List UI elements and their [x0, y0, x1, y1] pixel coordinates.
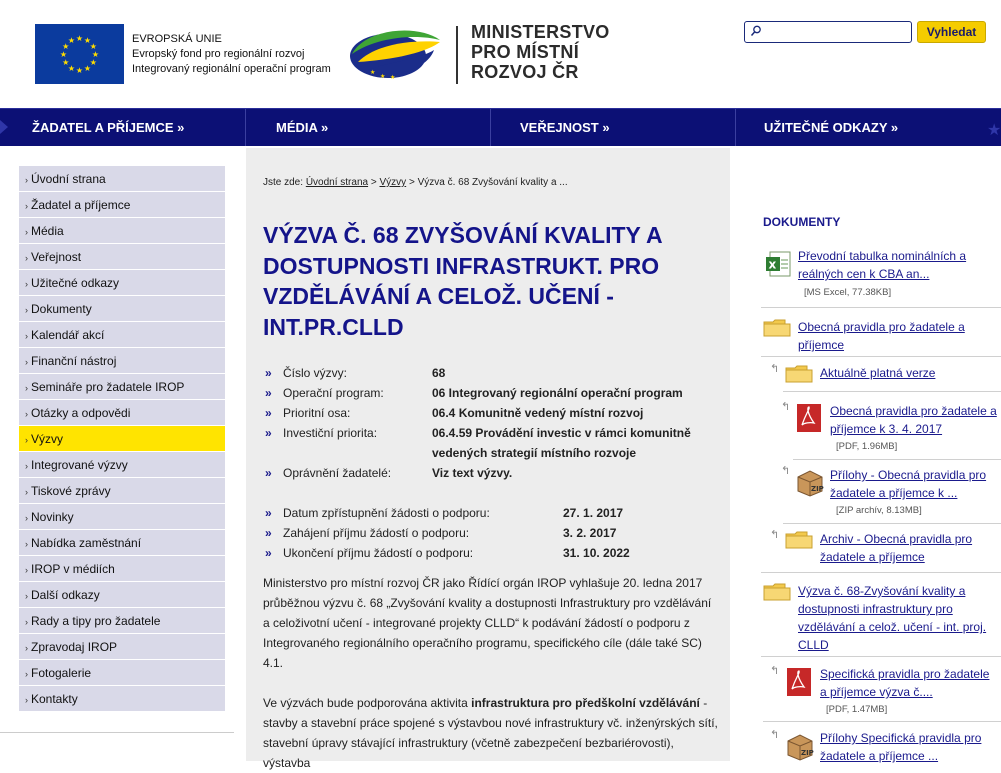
folder-icon: [785, 364, 813, 384]
breadcrumb-separator: >: [370, 177, 377, 188]
chevron-double-icon: »: [265, 466, 272, 480]
search-button[interactable]: Vyhledat: [917, 21, 986, 43]
sidebar-item-seminars[interactable]: › Semináře pro žadatele IROP: [19, 374, 225, 400]
document-link[interactable]: Obecná pravidla pro žadatele a příjemce k 3. 4. 2017: [830, 404, 997, 436]
search-input[interactable]: [744, 21, 912, 43]
svg-text:★: ★: [89, 42, 97, 51]
info-label: Číslo výzvy:: [283, 366, 348, 380]
document-link[interactable]: Specifická pravidla pro žadatele a příjemce výzva č....: [820, 667, 990, 699]
site-header: [0, 0, 1001, 108]
chevron-right-icon: ›: [25, 175, 28, 185]
info-label: Operační program:: [283, 386, 384, 400]
divider: [783, 523, 1001, 524]
sidebar-item-news[interactable]: › Novinky: [19, 504, 225, 530]
info-value: 06.4 Komunitně vedený místní rozvoj: [432, 406, 644, 420]
eu-flag-logo: [35, 24, 124, 84]
folder-icon: [763, 582, 791, 602]
svg-text:★: ★: [380, 73, 386, 80]
sidebar-item-calls[interactable]: › Výzvy: [19, 426, 225, 452]
document-link[interactable]: Archiv - Obecná pravidla pro žadatele a příjemce: [820, 532, 973, 564]
nav-separator: [245, 109, 246, 146]
svg-text:★: ★: [59, 50, 68, 59]
chevron-right-icon: ›: [25, 487, 28, 497]
chevron-right-icon: ›: [25, 617, 28, 627]
info-label: Investiční priorita:: [283, 426, 378, 440]
eu-program: Integrovaný regionální operační program: [132, 63, 331, 75]
document-link[interactable]: Aktuálně platná verze: [820, 366, 936, 380]
folder-icon: [785, 530, 813, 550]
date-value: 3. 2. 2017: [563, 526, 617, 540]
ministry-name: [471, 22, 610, 82]
sidebar-item-documents[interactable]: › Dokumenty: [19, 296, 225, 322]
chevron-double-icon: »: [265, 526, 272, 540]
document-link[interactable]: Převodní tabulka nominálních a reálných cen k CBA an...: [798, 249, 967, 281]
date-label: Zahájení příjmu žádostí o podporu:: [283, 526, 470, 540]
document-link[interactable]: Výzva č. 68-Zvyšování kvality a dostupnosti infrastruktury pro vzdělávání a celož. učení - int. proj. CLLD: [798, 584, 987, 652]
svg-text:★: ★: [390, 74, 396, 81]
document-meta: [ZIP archív, 8.13MB]: [836, 505, 922, 516]
chevron-right-icon: ›: [25, 591, 28, 601]
svg-text:★: ★: [987, 120, 1001, 139]
svg-text:★: ★: [67, 64, 76, 73]
info-label: Prioritní osa:: [283, 406, 351, 420]
nav-useful-links[interactable]: UŽITEČNÉ ODKAZY »: [764, 120, 899, 135]
sidebar-item-irop-media[interactable]: › IROP v médiích: [19, 556, 225, 582]
svg-text:ZIP: ZIP: [811, 485, 824, 493]
svg-text:★: ★: [75, 34, 84, 43]
divider: [793, 459, 1001, 460]
nav-left-star-icon: [0, 109, 16, 146]
eu-title: EVROPSKÁ UNIE: [132, 33, 222, 45]
logo-divider: [456, 26, 458, 84]
sidebar-item-media[interactable]: › Média: [19, 218, 225, 244]
breadcrumb: [263, 177, 568, 188]
divider: [761, 356, 1001, 357]
chevron-right-icon: ›: [25, 357, 28, 367]
svg-text:★: ★: [91, 50, 100, 59]
info-value: 06.4.59 Provádění investic v rámci komunitně vedených strategií místního rozvoje: [432, 426, 691, 460]
sidebar-item-tips[interactable]: › Rady a tipy pro žadatele: [19, 608, 225, 634]
document-meta: [PDF, 1.96MB]: [836, 441, 898, 452]
chevron-right-icon: ›: [25, 565, 28, 575]
chevron-right-icon: ›: [25, 409, 28, 419]
chevron-double-icon: »: [265, 386, 272, 400]
zip-archive-icon: [795, 467, 825, 497]
date-value: 31. 10. 2022: [563, 546, 630, 560]
sidebar-item-contacts[interactable]: › Kontakty: [19, 686, 225, 712]
breadcrumb-home-link[interactable]: Úvodní strana: [305, 177, 369, 188]
eu-text: [132, 32, 331, 77]
divider: [761, 572, 1001, 573]
chevron-right-icon: ›: [25, 201, 28, 211]
chevron-right-icon: ›: [25, 383, 28, 393]
excel-file-icon: [765, 251, 791, 277]
date-value: 27. 1. 2017: [563, 506, 624, 520]
sidebar-item-public[interactable]: › Veřejnost: [19, 244, 225, 270]
activity-paragraph: Ve výzvách bude podporována aktivita infrastruktura pro předškolní vzdělávání - stavby a stavební práce spojené s výstavbou nové infrastruktury vč. inženýrských sítí, stavební úpravy stávající infrastruktury (včetně zabezpečení bezbariérovosti), výstavba: [263, 696, 718, 770]
svg-text:★: ★: [83, 64, 92, 73]
chevron-double-icon: »: [265, 366, 272, 380]
sidebar-item-jobs[interactable]: › Nabídka zaměstnání: [19, 530, 225, 556]
ministry-line-2: PRO MÍSTNÍ: [471, 42, 580, 62]
chevron-right-icon: ›: [25, 331, 28, 341]
sidebar-item-newsletter[interactable]: › Zpravodaj IROP: [19, 634, 225, 660]
breadcrumb-separator: >: [408, 177, 415, 188]
nav-public[interactable]: VEŘEJNOST »: [520, 120, 610, 135]
sidebar-divider: [0, 732, 234, 733]
tree-indent-icon: ↰: [770, 665, 780, 677]
nav-media[interactable]: MÉDIA »: [276, 120, 329, 135]
sidebar-item-press[interactable]: › Tiskové zprávy: [19, 478, 225, 504]
breadcrumb-calls-link[interactable]: Výzvy: [379, 177, 407, 188]
sidebar-item-home[interactable]: › Úvodní strana: [19, 166, 225, 192]
svg-text:★: ★: [62, 42, 70, 51]
chevron-double-icon: »: [265, 406, 272, 420]
main-navigation: [0, 108, 1001, 146]
document-meta: [PDF, 1.47MB]: [826, 704, 888, 715]
tree-indent-icon: ↰: [781, 465, 791, 477]
sidebar-item-gallery[interactable]: › Fotogalerie: [19, 660, 225, 686]
sidebar-item-applicant[interactable]: › Žadatel a příjemce: [19, 192, 225, 218]
chevron-right-icon: ›: [25, 279, 28, 289]
tree-indent-icon: ↰: [770, 363, 780, 375]
ministry-line-3: ROZVOJ ČR: [471, 62, 579, 82]
sidebar-item-faq[interactable]: › Otázky a odpovědi: [19, 400, 225, 426]
nav-separator: [490, 109, 491, 146]
date-label: Datum zpřístupnění žádosti o podporu:: [283, 506, 490, 520]
chevron-right-icon: ›: [25, 435, 28, 445]
documents-title: DOKUMENTY: [763, 215, 841, 229]
chevron-double-icon: »: [265, 506, 272, 520]
document-link[interactable]: Přílohy - Obecná pravidla pro žadatele a příjemce k ...: [830, 468, 987, 500]
svg-text:★: ★: [67, 36, 76, 45]
sidebar-item-integrated-calls[interactable]: › Integrované výzvy: [19, 452, 225, 478]
page-title: VÝZVA Č. 68 ZVYŠOVÁNÍ KVALITY A DOSTUPNOSTI INFRASTRUKT. PRO VZDĚLÁVÁNÍ A CELOŽ. UČENÍ - INT.PR.CLLD: [263, 222, 662, 340]
divider: [763, 721, 1001, 722]
divider: [761, 656, 1001, 657]
svg-text:★: ★: [62, 58, 70, 67]
nav-separator: [735, 109, 736, 146]
chevron-right-icon: ›: [25, 539, 28, 549]
chevron-right-icon: ›: [25, 305, 28, 315]
info-label: Oprávnění žadatelé:: [283, 466, 392, 480]
nav-applicant[interactable]: ŽADATEL A PŘÍJEMCE »: [32, 120, 185, 135]
search-icon: [750, 25, 762, 40]
tree-indent-icon: ↰: [770, 729, 780, 741]
nav-right-star-icon: [985, 109, 1001, 146]
sidebar-item-calendar[interactable]: › Kalendář akcí: [19, 322, 225, 348]
divider: [761, 307, 1001, 308]
zip-archive-icon: [785, 731, 815, 761]
tree-indent-icon: ↰: [770, 529, 780, 541]
chevron-double-icon: »: [265, 546, 272, 560]
breadcrumb-current: Výzva č. 68 Zvyšování kvality a ...: [417, 177, 568, 188]
info-value: 68: [432, 366, 446, 380]
intro-paragraph: Ministerstvo pro místní rozvoj ČR jako Řídící orgán IROP vyhlašuje 20. ledna 2017 průběžnou výzvu č. 68 „Zvyšování kvality a dostupnosti Infrastruktury pro vzdělávání a celoživotní učení - integrované projekty CLLD“ k podávání žádostí o podporu z Integrovaného regionálního operačního programu, specifického cíle (dále také SC) 4.1.: [263, 576, 712, 670]
svg-text:★: ★: [89, 58, 97, 67]
chevron-right-icon: ›: [25, 253, 28, 263]
svg-text:x: x: [768, 257, 777, 272]
chevron-right-icon: ›: [25, 643, 28, 653]
svg-text:★: ★: [83, 36, 92, 45]
chevron-right-icon: ›: [25, 695, 28, 705]
document-link[interactable]: Obecná pravidla pro žadatele a příjemce: [798, 320, 965, 352]
eu-fund: Evropský fond pro regionální rozvoj: [132, 48, 305, 60]
divider: [783, 391, 1001, 392]
chevron-right-icon: ›: [25, 461, 28, 471]
date-label: Ukončení příjmu žádostí o podporu:: [283, 546, 474, 560]
folder-icon: [763, 318, 791, 338]
pdf-file-icon: [796, 403, 822, 433]
svg-text:ZIP: ZIP: [801, 749, 814, 757]
document-link[interactable]: Přílohy Specifická pravidla pro žadatele a příjemce ...: [820, 731, 982, 763]
info-value: 06 Integrovaný regionální operační program: [432, 386, 683, 400]
sidebar-item-links[interactable]: › Užitečné odkazy: [19, 270, 225, 296]
svg-text:★: ★: [370, 69, 376, 76]
info-value: Viz text výzvy.: [432, 466, 513, 480]
sidebar-item-financial-instrument[interactable]: › Finanční nástroj: [19, 348, 225, 374]
sidebar-item-other-links[interactable]: › Další odkazy: [19, 582, 225, 608]
chevron-right-icon: ›: [25, 513, 28, 523]
chevron-right-icon: ›: [25, 669, 28, 679]
mmr-logo[interactable]: [348, 24, 443, 84]
tree-indent-icon: ↰: [781, 401, 791, 413]
breadcrumb-prefix: Jste zde:: [263, 177, 304, 188]
svg-text:★: ★: [75, 66, 84, 75]
chevron-double-icon: »: [265, 426, 272, 440]
chevron-right-icon: ›: [25, 227, 28, 237]
ministry-line-1: MINISTERSTVO: [471, 22, 610, 42]
pdf-file-icon: [786, 667, 812, 697]
document-meta: [MS Excel, 77.38KB]: [804, 287, 892, 298]
sidebar-menu: [19, 166, 225, 712]
